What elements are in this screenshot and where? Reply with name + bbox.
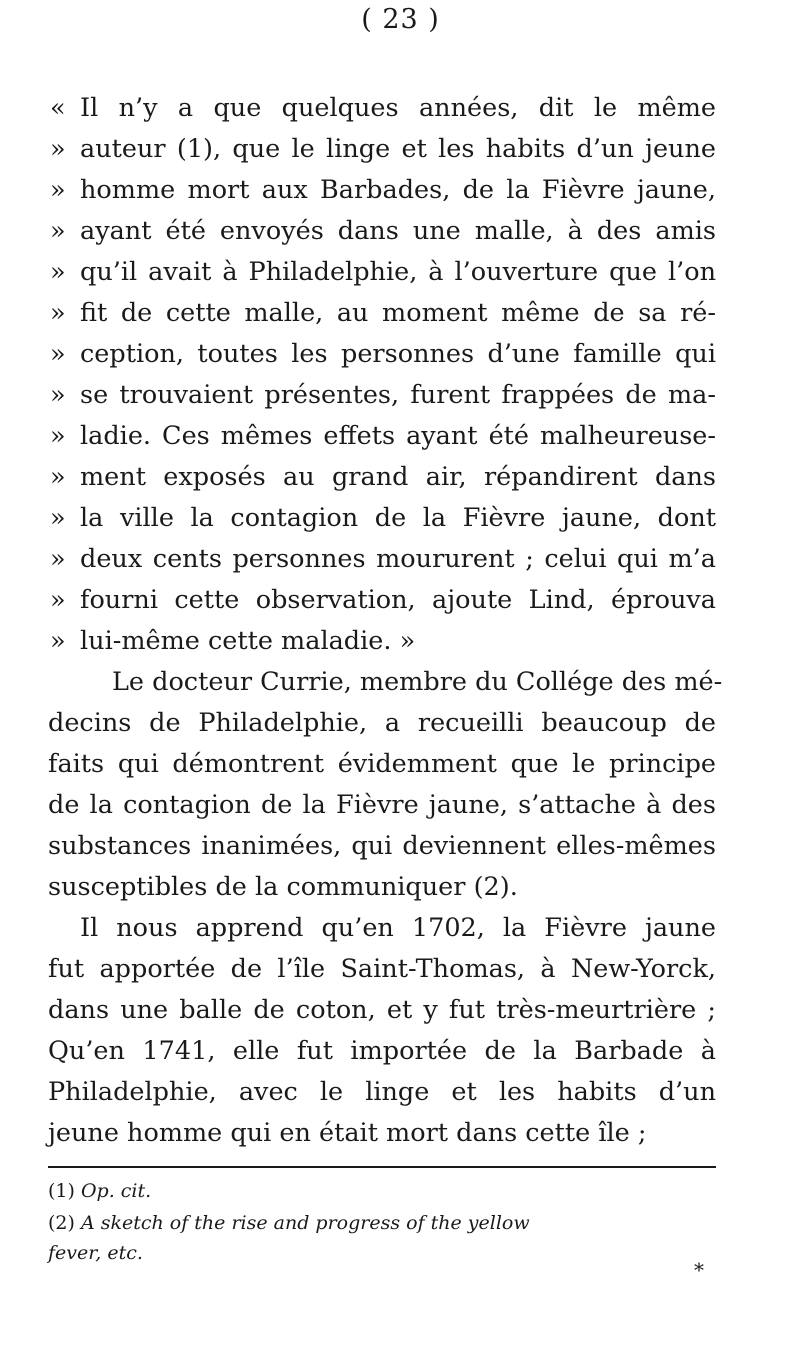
line-text: jeune homme qui en était mort dans cette île ; <box>48 1118 647 1148</box>
line-text: ment exposés au grand air, répandirent dans <box>80 462 716 492</box>
text-line <box>48 1072 716 1112</box>
text-line <box>48 785 716 825</box>
line-text: ladie. Ces mêmes effets ayant été malheureuse- <box>80 421 716 451</box>
page-number: ( 23 ) <box>361 4 440 35</box>
footnote-text: Op. cit. <box>80 1180 152 1202</box>
text-line <box>50 129 716 169</box>
line-text: la ville la contagion de la Fièvre jaune, dont <box>80 503 716 533</box>
text-line <box>50 539 716 579</box>
line-text: qu’il avait à Philadelphie, à l’ouverture que l’on <box>80 257 716 287</box>
line-text: homme mort aux Barbades, de la Fièvre jaune, <box>80 175 716 205</box>
text-line <box>48 949 716 989</box>
footnote <box>48 1208 684 1238</box>
guillemet: » <box>50 339 66 369</box>
guillemet: » <box>50 257 66 287</box>
guillemet: « <box>50 93 66 123</box>
line-text: se trouvaient présentes, furent frappées de ma- <box>80 380 716 410</box>
guillemet: » <box>50 544 66 574</box>
footnote-number: (1) <box>48 1180 75 1202</box>
text-line <box>50 498 716 538</box>
text-line <box>50 416 716 456</box>
line-text: Philadelphie, avec le linge et les habits d’un <box>48 1077 716 1107</box>
text-line <box>50 170 716 210</box>
text-line <box>48 1031 716 1071</box>
line-text: decins de Philadelphie, a recueilli beaucoup de <box>48 708 716 738</box>
guillemet: » <box>50 380 66 410</box>
text-line <box>48 990 716 1030</box>
guillemet: » <box>50 462 66 492</box>
text-line <box>48 1113 716 1153</box>
text-line <box>80 662 723 702</box>
text-line <box>50 293 716 333</box>
line-text: fit de cette malle, au moment même de sa ré- <box>80 298 716 328</box>
text-line <box>50 621 716 661</box>
line-text: Le docteur Currie, membre du Collége des mé- <box>112 667 723 697</box>
guillemet: » <box>50 134 66 164</box>
line-text: Il n’y a que quelques années, dit le même <box>80 93 716 123</box>
text-line <box>50 375 716 415</box>
guillemet: » <box>50 626 66 656</box>
text-line <box>50 88 716 128</box>
text-line <box>50 334 716 374</box>
guillemet: » <box>50 175 66 205</box>
text-line <box>50 580 716 620</box>
line-text: Qu’en 1741, elle fut importée de la Barbade à <box>48 1036 716 1066</box>
guillemet: » <box>50 298 66 328</box>
guillemet: » <box>50 421 66 451</box>
line-text: fut apportée de l’île Saint-Thomas, à New-Yorck, <box>48 954 716 984</box>
line-text: deux cents personnes moururent ; celui qui m’a <box>80 544 716 574</box>
text-line <box>80 908 716 948</box>
text-line <box>50 211 716 251</box>
footnote-text: A sketch of the rise and progress of the yellow <box>80 1212 530 1234</box>
text-line <box>50 252 716 292</box>
line-text: faits qui démontrent évidemment que le principe <box>48 749 716 779</box>
line-text: auteur (1), que le linge et les habits d’un jeune <box>80 134 716 164</box>
text-line <box>48 826 716 866</box>
line-text: ayant été envoyés dans une malle, à des amis <box>80 216 716 246</box>
line-text: susceptibles de la communiquer (2). <box>48 872 518 902</box>
footnote-text: fever, etc. <box>48 1242 143 1264</box>
text-line <box>48 744 716 784</box>
guillemet: » <box>50 216 66 246</box>
guillemet: » <box>50 585 66 615</box>
footnote-rule <box>48 1166 716 1168</box>
footnote-number: (2) <box>48 1212 75 1234</box>
guillemet: » <box>50 503 66 533</box>
line-text: fourni cette observation, ajoute Lind, éprouva <box>80 585 716 615</box>
signature-mark: * <box>694 1258 704 1282</box>
line-text: de la contagion de la Fièvre jaune, s’attache à des <box>48 790 716 820</box>
text-line <box>48 867 716 907</box>
line-text: dans une balle de coton, et y fut très-meurtrière ; <box>48 995 716 1025</box>
footnote <box>48 1238 684 1268</box>
text-line <box>48 703 716 743</box>
text-line <box>50 457 716 497</box>
footnote <box>48 1176 684 1206</box>
line-text: ception, toutes les personnes d’une famille qui <box>80 339 716 369</box>
line-text: substances inanimées, qui deviennent elles-mêmes <box>48 831 716 861</box>
line-text: Il nous apprend qu’en 1702, la Fièvre jaune <box>80 913 716 943</box>
line-text: lui-même cette maladie. » <box>80 626 416 656</box>
